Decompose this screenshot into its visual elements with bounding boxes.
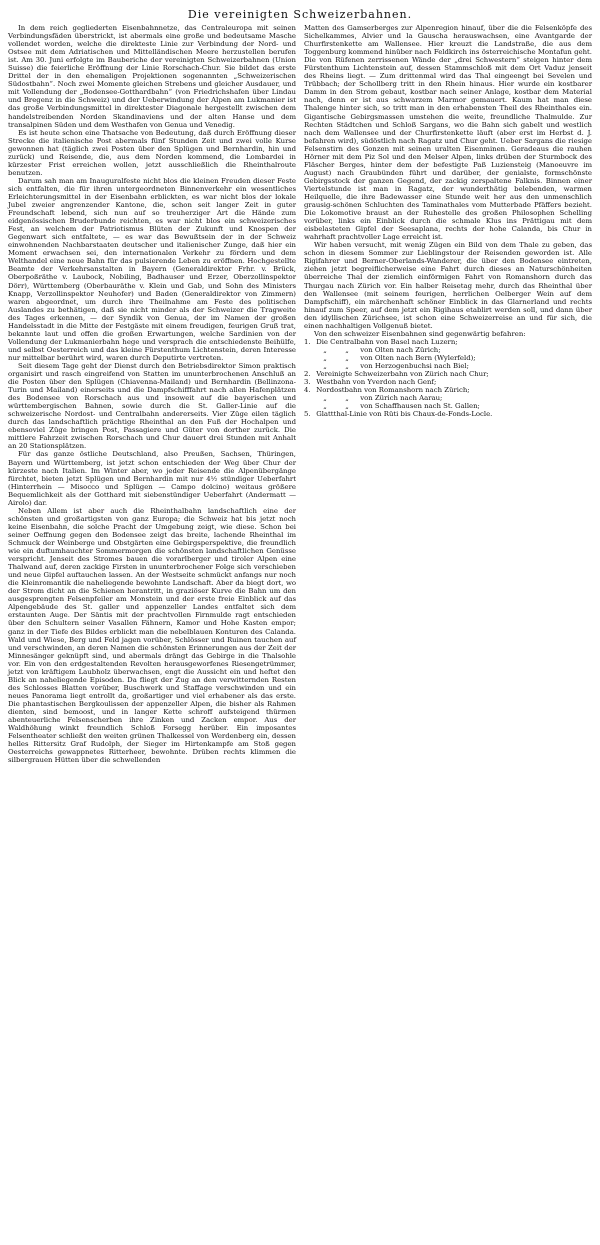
left-column: [8, 24, 296, 764]
right-column: [304, 24, 592, 764]
paragraph: Neben Allem ist aber auch die Rheinthalbahn landschaftlich eine der schönsten und großartigsten von ganz Europa; die Schweiz hat bis jetzt noch keine Eisenbahn, die solche Pracht der Umgebung zeigt, wie diese. Schon bei seiner Oeffnung gegen den Bodensee zeigt das breite, lachende Rheinthal im Schmuck der Weinberge und Obstgärten eine Gebirgsperspektive, die freundlich wie ein duftumhauchter Sommermorgen die schönsten landschaftlichen Genüsse verspricht. Jenseit des Stromes bauen die vorarlberger und tiroler Alpen eine Thalwand auf, deren zackige Firsten in ununterbrochener Folge sich verschieben und neue Gipfel auftauchen lassen. An der Westseite schmückt anfangs nur noch die Kleinromantik die naheliegende bewohnte Landschaft. Aber da biegt dort, wo der Strom dicht an die Schienen herantritt, in graziöser Kurve die Bahn um den ausgesprengten Felsenpfeiler am Monstein und der erste freie Einblick auf das Alpengebäude des St. galler und appenzeller Landes entfaltet sich dem erstaunten Auge. Der Säntis mit der prachtvollen Firnmulde ragt entschieden über den Schultern seiner Vasallen Fähnern, Kamor und Hohe Kasten empor; ganz in der Tiefe des Bildes erblickt man die nebelblauen Konturen des Calanda. Wald und Wiese, Berg und Feld jagen vorüber, Schlösser und Ruinen tauchen auf und verschwinden, an deren Namen die schönsten Erinnerungen aus der Zeit der Minnesänger geknüpft sind, und abermals drängt das Gebirge in die Thalsohle vor. Ein von den erdgestaltenden Revolten herausgeworfenes Riesengetrümmer, jetzt von kräftigem Laubholz überwachsen, engt die Aussicht ein und heftet den Blick an naheliegende Episoden. Da fliegt der Zug an den verwitternden Resten des Schlosses Blatten vorüber, Buschwerk und Staffage verschwinden und ein neues Panorama liegt entrollt da, großartiger und viel erhabener als das erste. Die phantastischen Bergkoulissen der appenzeller Alpen, die bisher als Rahmen dienten, sind bemoost, und in langer Kette schroff aufsteigend thürmen abenteuerliche Felsenscherben ihre Zinken und Zacken empor. Aus der Waldhöhung winkt freundlich Schloß Forsegg herüber. Ein imposantes Felsentheater schließt den weiten grünen Thalkessel von Werdenberg ein, dessen helles Rittersitz Graf Rudolph, der Sieger im Hirtenkampfe am Stoß gegen Oesterreichs gewappnetes Ritterheer, bewohnte. Drüben rechts klimmen die silbergrauen Hütten über die schwellenden: [8, 506, 296, 765]
list-number: 1.: [304, 337, 311, 346]
list-item: [304, 410, 592, 418]
list-item: [304, 362, 592, 370]
ditto-mark: „: [345, 345, 349, 354]
paragraph: Darum sah man am Inauguralfeste nicht blos die kleinen Freuden dieser Feste sich entfalten, die für ihren untergeordneten Binnenverkehr ein wesentliches Erleichterungsmittel in der Eisenbahn erblickten, es war nicht blos der lokale Jubel zweier angrenzender Kantone, die, schon seit langer Zeit in guter Freundschaft lebend, sich nun auf so treuherziger Art die Hände zum eidgenössischen Bruderbunde reichten, es war nicht blos ein schweizerisches Fest, an welchem der Patriotismus Blüten der Zukunft und Knospen der Gegenwart sich entfaltete, — es war das Bewußtsein der in der Schweiz einwohnenden Nachbarstaaten deutscher und italienischer Zunge, daß hier ein Moment erwachsen sei, den internationalen Verkehr zu fördern und dem Welthandel eine neue Bahn für das pulsierende Leben zu eröffnen. Hochgestellte Beamte der Verkehrsanstalten in Bayern (Generaldirektor Frhr. v. Brück, Oberpoßräthe v. Laubock, Nobiling, Badhauser und Erzer, Oberzollinspektor Dörr), Württemberg (Oberbauräthe v. Klein und Gab, und Sohn des Ministers Knapp, Verzollinspektor Neuhofer) und Baden (Generaldirektor von Zimmern) waren abgeordnet, um durch ihre Theilnahme am Feste des politischen Auslandes zu bethätigen, daß sie nicht minder als der Schweizer die Tragweite des Tages erkennen, — der Syndik von Genua, der im Namen der großen Handelsstadt in die Mitte der Festgäste mit einem freudigen, feurigen Gruß trat, bekannte laut und offen die großen Erwartungen, welche Sardinien von der Vollendung der Lukmanierbahn hege und versprach die entschiedenste Beihülfe, und selbst Oesterreich und das kleine Fürstenthum Lichtenstein, deren Interesse nur mittelbar berührt wird, waren durch Deputirte vertreten.: [8, 176, 296, 362]
list-item: [304, 394, 592, 402]
list-item: [304, 354, 592, 362]
ditto-mark: „: [323, 345, 327, 354]
paragraph: Für das ganze östliche Deutschland, also Preußen, Sachsen, Thüringen, Bayern und Württemberg, ist jetzt schon entschieden der Weg über Chur der kürzeste nach Italien. Im Winter aber, wo jeder Reisende die Alpenübergänge fürchtet, bieten jetzt Splügen und Bernhardin mit nur 4½ stündiger Ueberfahrt (Hinterrhein — Misocco und Splügen — Campo dolcino) weitaus größere Bequemlichkeit als der Gotthard mit siebenstündiger Ueberfahrt (Andermatt — Airolo) dar.: [8, 450, 296, 507]
paragraph: Von den schweizer Eisenbahnen sind gegenwärtig befahren:: [314, 329, 526, 338]
paragraph: In dem reich gegliederten Eisenbahnnetze, das Centraleuropa mit seinen Verbindungsfäden überstrickt, ist abermals eine große und bedeutsame Masche vollendet worden, welche die direkteste Linie zur Verbindung der Nord- und Ostsee mit dem Adriatischen und Mittelländischen Meere herzustellen berufen ist. Am 30. Juni erfolgte im Bauberiche der vereinigten Schweizerbahnen (Union Suisse) die feierliche Eröffnung der Linie Rorschach-Chur. Sie bildet das erste Drittel der in den ehemaligen Projektionen sogenannten „Schweizerischen Südostbahn“. Noch zwei Momente gleichen Strebens und gleicher Ausdauer, und mit Vollendung der „Bodensee-Gotthardbahn“ (von Friedrichshafen über Lindau und Bregenz in die Schweiz) und der Ueberwindung der Alpen am Lukmanier ist das große Verbindungsmittel in direktester Diagonale hergestellt zwischen dem handelstreibenden Norden Skandinaviens und der alten Hanse und dem transalpinen Süden und dem Westhafen von Genua und Venedig.: [8, 24, 296, 129]
list-text: Westbahn von Yverdon nach Genf;: [314, 378, 437, 387]
list-text: von Herzogenbuchsi nach Biel;: [358, 361, 469, 370]
list-text: Die Centralbahn von Basel nach Luzern;: [314, 337, 458, 346]
list-item: [304, 402, 592, 410]
ditto-mark: „: [323, 353, 327, 362]
list-item: [304, 378, 592, 386]
list-item: [304, 346, 592, 354]
paragraph: Matten des Gamserberges zur Alpenregion hinauf, über die die Felsenköpfe des Sichelkammes, Alvier und la Gauscha herauswachsen, eine Avantgarde der Churfirstenkette am Wallensee. Hier kreuzt die Landstraße, die aus dem Toggenburg kommend hinüber nach Feldkirch ins österreichische Montafun geht. Die von Rüfenen zerrissenen Wände der „drei Schwestern“ steigen hinter dem Fürstenthum Lichtenstein auf, dessen Stammschloß mit dem Ort Vaduz jenseit des Rheins liegt. — Zum drittenmal wird das Thal eingeengt bei Sevelen und Trübbach; der Schollberg tritt in den Rhein hinaus. Hier wurde ein kostbarer Damm in den Strom gebaut, kostbar nach seiner Anlage, kostbar dem Material nach, denn er ist aus schwarzem Marmor gemauert. Kaum hat man diese Thalenge hinter sich, so tritt man in den erhabensten Theil des Rheinthales ein. Gigantische Gebirgsmassen umstehen die weite, freundliche Thalmulde. Zur Rechten Städtchen und Schloß Sargans, wo die Bahn sich gabelt und westlich nach dem Wallensee und der Churfirstenkette läuft (aber erst im Herbst d. J. befahren wird), südöstlich nach Ragatz und Chur geht. Ueber Sargans die riesige Felsenstirn des Gonzen mit seinen uralten Eisenminen. Geradeaus die rauhen Hörner mit dem Piz Sol und den Melser Alpen, links drüben der Sturmbock des Fläscher Berges, hinter dem der befestigte Paß Luziensteig (Manoeuvre im August) nach Graubünden führt und darüber, der genialste, formschönste Gebirgsstock der ganzen Gegend, der zackig zerspaltene Falknis. Binnen einer Viertelstunde ist man in Ragatz, der wunderthätig belebenden, warmen Heilquelle, die ihre Badewasser eine Stunde weit her aus den unmenschlich grausig-schönen Schluchten des Taminathales vom Mutterbade Pfäffers bezieht. Die Lokomotive braust an der Ruhestelle des großen Philosophen Schelling vorüber, links ein Einblick durch die schmale Klus ins Prättigau mit dem eisbelasteten Gipfel der Seesaplana, rechts der hohe Calanda, bis Chur in wahrhaft prachtvoller Lage erreicht ist.: [304, 24, 592, 242]
list-number: 5.: [304, 410, 311, 419]
ditto-mark: „: [345, 361, 349, 370]
list-text: von Olten nach Zürich;: [358, 345, 441, 354]
ditto-mark: „: [345, 402, 349, 411]
ditto-mark: „: [323, 361, 327, 370]
article-columns: [8, 24, 592, 764]
ditto-mark: „: [323, 402, 327, 411]
list-text: Nordostbahn von Romanshorn nach Zürich;: [314, 386, 470, 395]
list-item: [304, 386, 592, 394]
list-text: von Zürich nach Aarau;: [358, 394, 443, 403]
list-text: Glattthal-Linie von Rüti bis Chaux-de-Fonds-Locle.: [314, 410, 493, 419]
ditto-mark: „: [345, 353, 349, 362]
ditto-mark: „: [323, 394, 327, 403]
list-number: 3.: [304, 378, 311, 387]
list-item: [304, 338, 592, 346]
railway-list: [304, 338, 592, 418]
paragraph: Seit diesem Tage geht der Dienst durch den Betriebsdirektor Simon praktisch organisirt und rasch eingreifend von Statten im ununterbrochenen Anschluß an die Posten über den Splügen (Chiavenna-Mailand) und Bernhardin (Bellinzona-Turin und Mailand) einerseits und die Dampfschifffahrt nach allen Hafenplätzen des Bodensee von Rorschach aus und insoweit auf die bayerischen und württembergischen Bahnen, sowie durch die St. Galler-Linie auf die schweizerische Nordost- und Centralbahn andererseits. Vier Züge eilen täglich durch das landschaftlich prächtige Rheinthal an den Fuß der Hochalpen und ebensoviel Züge bringen Post, Passagiere und Güter von dorther zurück. Die mittlere Fahrzeit zwischen Rorschach und Chur dauert drei Stunden mit Anhalt an 20 Stationsplätzen.: [8, 361, 296, 451]
article-title: Die vereinigten Schweizerbahnen.: [187, 8, 413, 21]
list-number: 4.: [304, 386, 311, 395]
paragraph: Es ist heute schon eine Thatsache von Bedeutung, daß durch Eröffnung dieser Strecke die italienische Post abermals fünf Stunden Zeit und zwei volle Kurse gewonnen hat (täglich zwei Posten über den Splügen und Bernhardin, hin und zurück) und Reisende, die, aus dem Norden kommend, die Lombardei in kürzester Frist erreichen wollen, jetzt ausschließlich die Rheinthalroute benutzen.: [8, 128, 296, 177]
list-text: Vereinigte Schweizerbahn von Zürich nach Chur;: [314, 370, 489, 379]
list-number: 2.: [304, 370, 311, 379]
list-item: [304, 370, 592, 378]
list-text: von Olten nach Bern (Wylerfeld);: [358, 353, 476, 362]
paragraph: Wir haben versucht, mit wenig Zügen ein Bild von dem Thale zu geben, das schon in diesem Sommer zur Lieblingstour der Reisenden geworden ist. Alle Rigifahrer und Berner-Oberlands-Wanderer, die über den Bodensee eintreten, ziehen jetzt begreiflicherweise eine Fahrt durch dieses an Naturschönheiten überreiche Thal der ziemlich einförmigen Fahrt von Romanshorn durch das Thurgau nach Zürich vor. Ein halber Reisetag mehr, durch das Rheinthal über den Wallensee (mit seinem feurigen, herrlichen Oelberger Wein auf dem Dampfschiff), ein märchenhaft schöner Einblick in das Glarnerland und rechts hinauf zum Speer, auf dem jetzt ein Rigihaus etablirt werden soll, und dann über den idyllischen Zürichsee, ist schon eine Schweizerreise an und für sich, die einen nachhaltigen Vollgenuß bietet.: [304, 241, 592, 330]
list-text: von Schaffhausen nach St. Gallen;: [358, 402, 480, 411]
ditto-mark: „: [345, 394, 349, 403]
